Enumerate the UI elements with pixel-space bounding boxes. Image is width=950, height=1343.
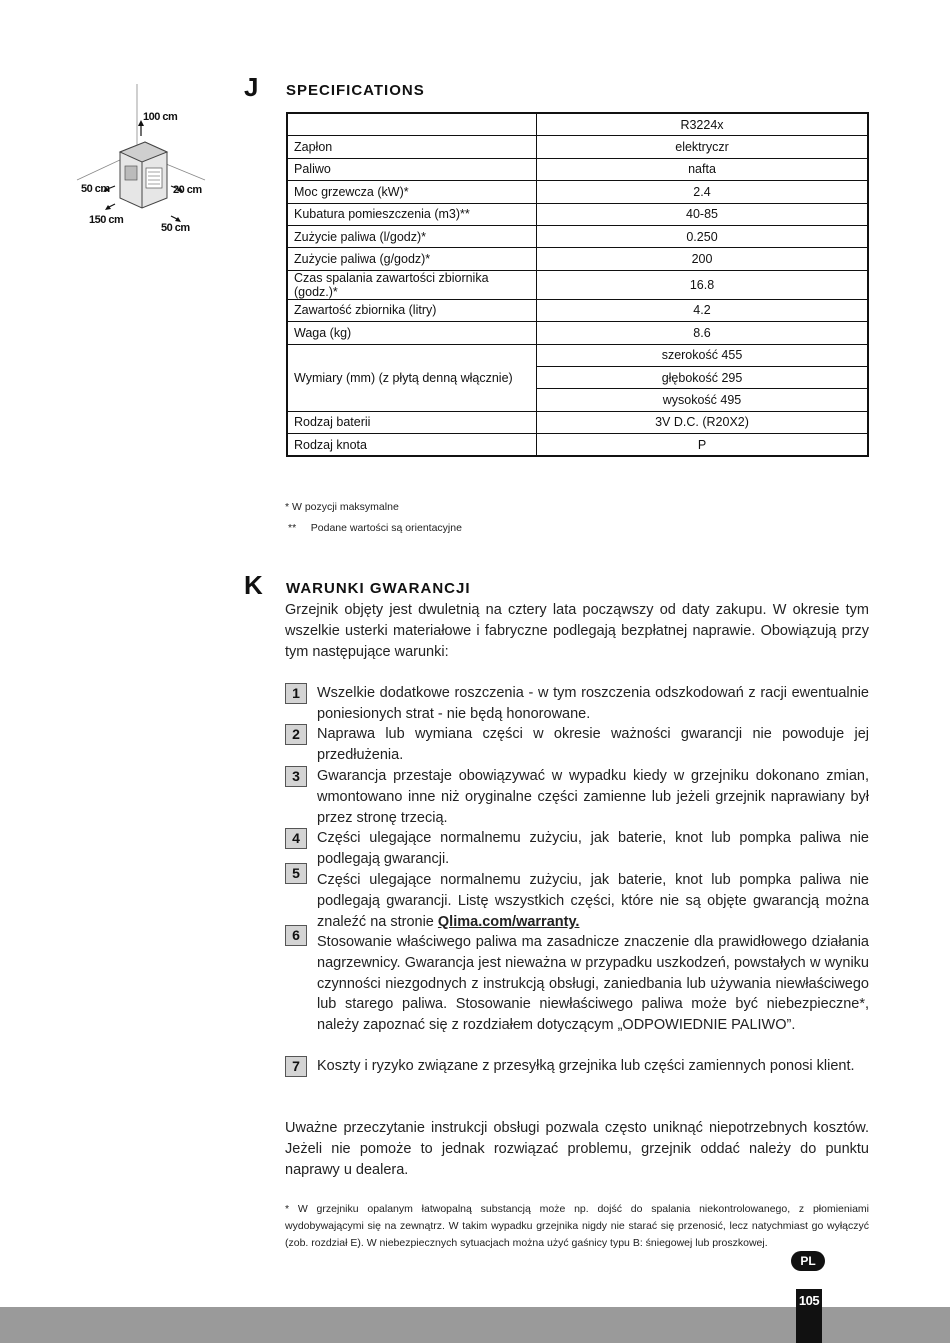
item-number-badge: 4 [285, 828, 307, 849]
item-text: Części ulegające normalnemu zużyciu, jak baterie, knot lub pompka paliwa nie podlegają gwarancji. [317, 830, 869, 867]
specifications-table [286, 112, 869, 457]
warranty-link[interactable]: Qlima.com/warranty. [437, 913, 580, 930]
table-row [287, 299, 868, 321]
item-text: Stosowanie właściwego paliwa ma zasadnicze znaczenie dla prawidłowego działania nagrzewnicy. Gwarancja jest nieważna w przypadku uszkodzeń, powstałych w wyniku czynności niezgodnych z instrukcją obsługi, zaniedbania lub używania niewłaściwego lub starego paliwa. Stosowanie niewłaściwego paliwa może być niebezpieczne*, należy zapoznać się z rozdziałem dotyczącym „ODPOWIEDNIE PALIWO”. [317, 934, 869, 1034]
spec-value: P [537, 434, 869, 457]
section-k-title: WARUNKI GWARANCJI [286, 580, 471, 597]
table-row [287, 225, 868, 247]
section-j-letter: J [244, 72, 259, 102]
item-text: Naprawa lub wymiana części w okresie ważności gwarancji nie powoduje jej przedłużenia. [317, 726, 869, 763]
table-header-row [287, 113, 868, 136]
spec-label: Czas spalania zawartości zbiornika (godz.)* [287, 270, 537, 299]
clearance-front-left-label: 150 cm [89, 214, 124, 226]
spec-value: nafta [537, 158, 869, 180]
spec-label: Paliwo [287, 158, 537, 180]
item-number-badge: 7 [285, 1056, 307, 1077]
model-cell: R3224x [537, 113, 869, 136]
dimension-width: szerokość 455 [537, 344, 869, 366]
item-text: Wszelkie dodatkowe roszczenia - w tym roszczenia odszkodowań z racji ewentualnie poniesionych strat - nie będą honorowane. [317, 685, 869, 722]
section-k-letter: K [244, 570, 263, 600]
section-j-title: SPECIFICATIONS [286, 82, 425, 99]
spec-value: 8.6 [537, 322, 869, 344]
spec-label: Rodzaj knota [287, 434, 537, 457]
spec-label: Moc grzewcza (kW)* [287, 181, 537, 203]
safety-footnote: * W grzejniku opalanym łatwopalną substancją może np. dojść do spalania niekontrolowanego, z płomieniami wydobywającymi się na zewnątrz. W takim wypadku grzejnika nigdy nie starać się przenosić, lecz natychmiast go wyłączyć (zob. rozdział E). W niebezpiecznych sytuacjach można użyć gaśnicy typu B: śniegowej lub proszkowej. [285, 1203, 869, 1249]
spec-label: Zużycie paliwa (l/godz)* [287, 225, 537, 247]
item-number-badge: 1 [285, 683, 307, 704]
table-row [287, 411, 868, 433]
spec-label: Kubatura pomieszczenia (m3)** [287, 203, 537, 225]
spec-value: 40-85 [537, 203, 869, 225]
table-row [287, 248, 868, 270]
footnote-max-position: * W pozycji maksymalne [285, 501, 399, 513]
spec-label: Zawartość zbiornika (litry) [287, 299, 537, 321]
item-text: Koszty i ryzyko związane z przesyłką grzejnika lub części zamiennych ponosi klient. [317, 1058, 855, 1074]
table-row [287, 203, 868, 225]
spec-label: Zużycie paliwa (g/godz)* [287, 248, 537, 270]
warranty-intro: Grzejnik objęty jest dwuletnią na cztery lata począwszy od daty zakupu. W okresie tym wszelkie usterki materiałowe i fabryczne podlegają bezpłatnej naprawie. Obowiązują przy tym następujące warunki: [285, 602, 869, 660]
clearance-left-label: 50 cm [81, 183, 110, 195]
page-number: 105 [796, 1289, 822, 1343]
dimension-depth: głębokość 295 [537, 366, 869, 388]
spec-value: 3V D.C. (R20X2) [537, 411, 869, 433]
table-row [287, 434, 868, 457]
table-row [287, 136, 868, 158]
item-number-badge: 3 [285, 766, 307, 787]
table-row [287, 344, 868, 366]
language-badge: PL [791, 1251, 825, 1271]
clearance-diagram [75, 80, 225, 240]
item-text-body: Części ulegające normalnemu zużyciu, jak baterie, knot lub pompka paliwa nie podlegają gwarancji. Listę wszystkich części, które nie są objęte gwarancją można znaleźć na stronie [317, 872, 869, 930]
clearance-right-label: 20 cm [173, 184, 202, 196]
clearance-front-right-label: 50 cm [161, 222, 190, 234]
item-number-badge: 2 [285, 724, 307, 745]
footnote-approximate-values: ** Podane wartości są orientacyjne [288, 522, 462, 534]
table-cell [287, 113, 537, 136]
item-number-badge: 6 [285, 925, 307, 946]
dimension-height: wysokość 495 [537, 389, 869, 411]
spec-value: elektryczr [537, 136, 869, 158]
dimensions-label: Wymiary (mm) (z płytą denną włącznie) [287, 344, 537, 411]
spec-value: 0.250 [537, 225, 869, 247]
clearance-top-label: 100 cm [143, 111, 178, 123]
spec-label: Rodzaj baterii [287, 411, 537, 433]
table-row [287, 270, 868, 299]
closing-paragraph: Uważne przeczytanie instrukcji obsługi pozwala często uniknąć niepotrzebnych kosztów. Jeżeli nie pomoże to jednak rozwiązać problemu, grzejnik oddać należy do punktu naprawy u dealera. [285, 1120, 869, 1178]
item-text [317, 870, 869, 932]
table-row [287, 322, 868, 344]
item-number-badge: 5 [285, 863, 307, 884]
item-text: Gwarancja przestaje obowiązywać w wypadku kiedy w grzejniku dokonano zmian, wmontowano inne niż oryginalne części zamienne lub jeżeli grzejnik naprawiany był przez stronę trzecią. [317, 768, 869, 826]
table-row [287, 181, 868, 203]
spec-value: 2.4 [537, 181, 869, 203]
spec-value: 4.2 [537, 299, 869, 321]
spec-label: Waga (kg) [287, 322, 537, 344]
spec-value: 200 [537, 248, 869, 270]
spec-label: Zapłon [287, 136, 537, 158]
spec-value: 16.8 [537, 270, 869, 299]
table-row [287, 158, 868, 180]
